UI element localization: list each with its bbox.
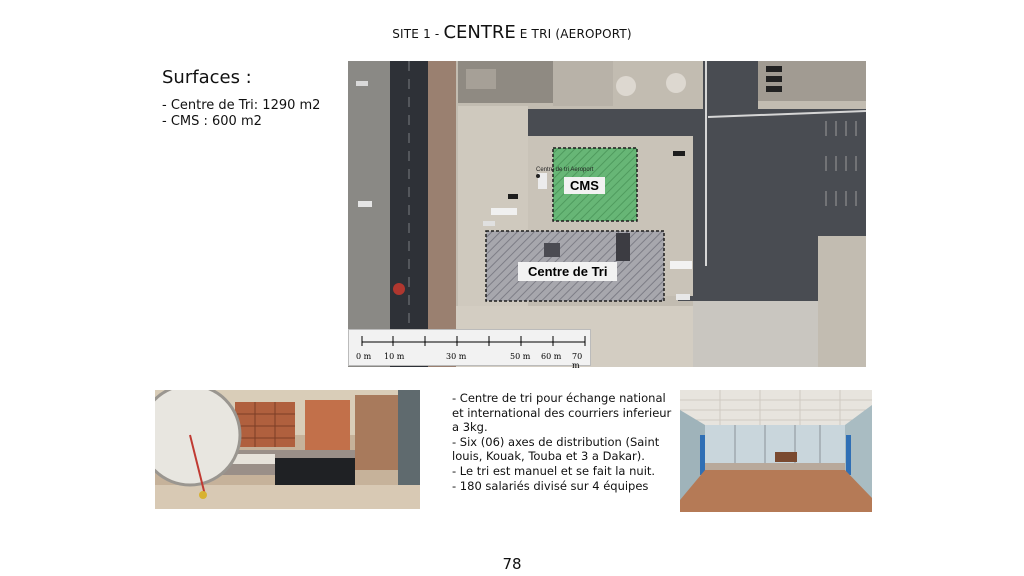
aerial-map <box>348 61 866 367</box>
scale-label-70: 70 m <box>572 352 583 370</box>
title-main: CENTRE <box>443 22 516 43</box>
description-item-3: - Le tri est manuel et se fait la nuit. <box>452 463 656 478</box>
scale-label-0: 0 m <box>356 352 372 361</box>
title-suffix: E TRI (AEROPORT) <box>515 27 632 41</box>
page-title <box>0 22 1024 43</box>
surfaces-list <box>162 98 320 130</box>
description-item-2: - Six (06) axes de distribution (Saint louis, Kouak, Touba et 3 a Dakar). <box>452 434 660 464</box>
scale-bar <box>348 329 591 370</box>
aerial-map-image <box>348 61 866 367</box>
map-pin-icon <box>536 174 540 178</box>
page-number: 78 <box>502 555 522 573</box>
map-label-centre: Centre de Tri <box>518 262 617 281</box>
photo-sorting-room <box>155 390 420 509</box>
surface-item-centre: - Centre de Tri: 1290 m2 <box>162 98 321 113</box>
scale-label-10: 10 m <box>384 352 405 361</box>
title-prefix: SITE 1 - <box>392 27 444 41</box>
map-pin-label: Centre de tri Aeroport <box>536 167 594 173</box>
description-item-4: - 180 salariés divisé sur 4 équipes <box>452 478 649 493</box>
scale-label-60: 60 m <box>541 352 562 361</box>
photo-sorting-room-image <box>155 390 420 509</box>
map-label-cms: CMS <box>564 177 605 194</box>
photo-hall <box>680 390 872 512</box>
surface-item-cms: - CMS : 600 m2 <box>162 114 262 129</box>
scale-label-30: 30 m <box>446 352 467 361</box>
description-item-1: - Centre de tri pour échange national et international des courriers inferieur a 3kg. <box>452 391 672 435</box>
scale-bar-ruler <box>349 330 592 352</box>
description-list <box>452 391 672 493</box>
surfaces-heading: Surfaces : <box>162 67 252 88</box>
scale-label-50: 50 m <box>510 352 531 361</box>
photo-hall-image <box>680 390 872 512</box>
